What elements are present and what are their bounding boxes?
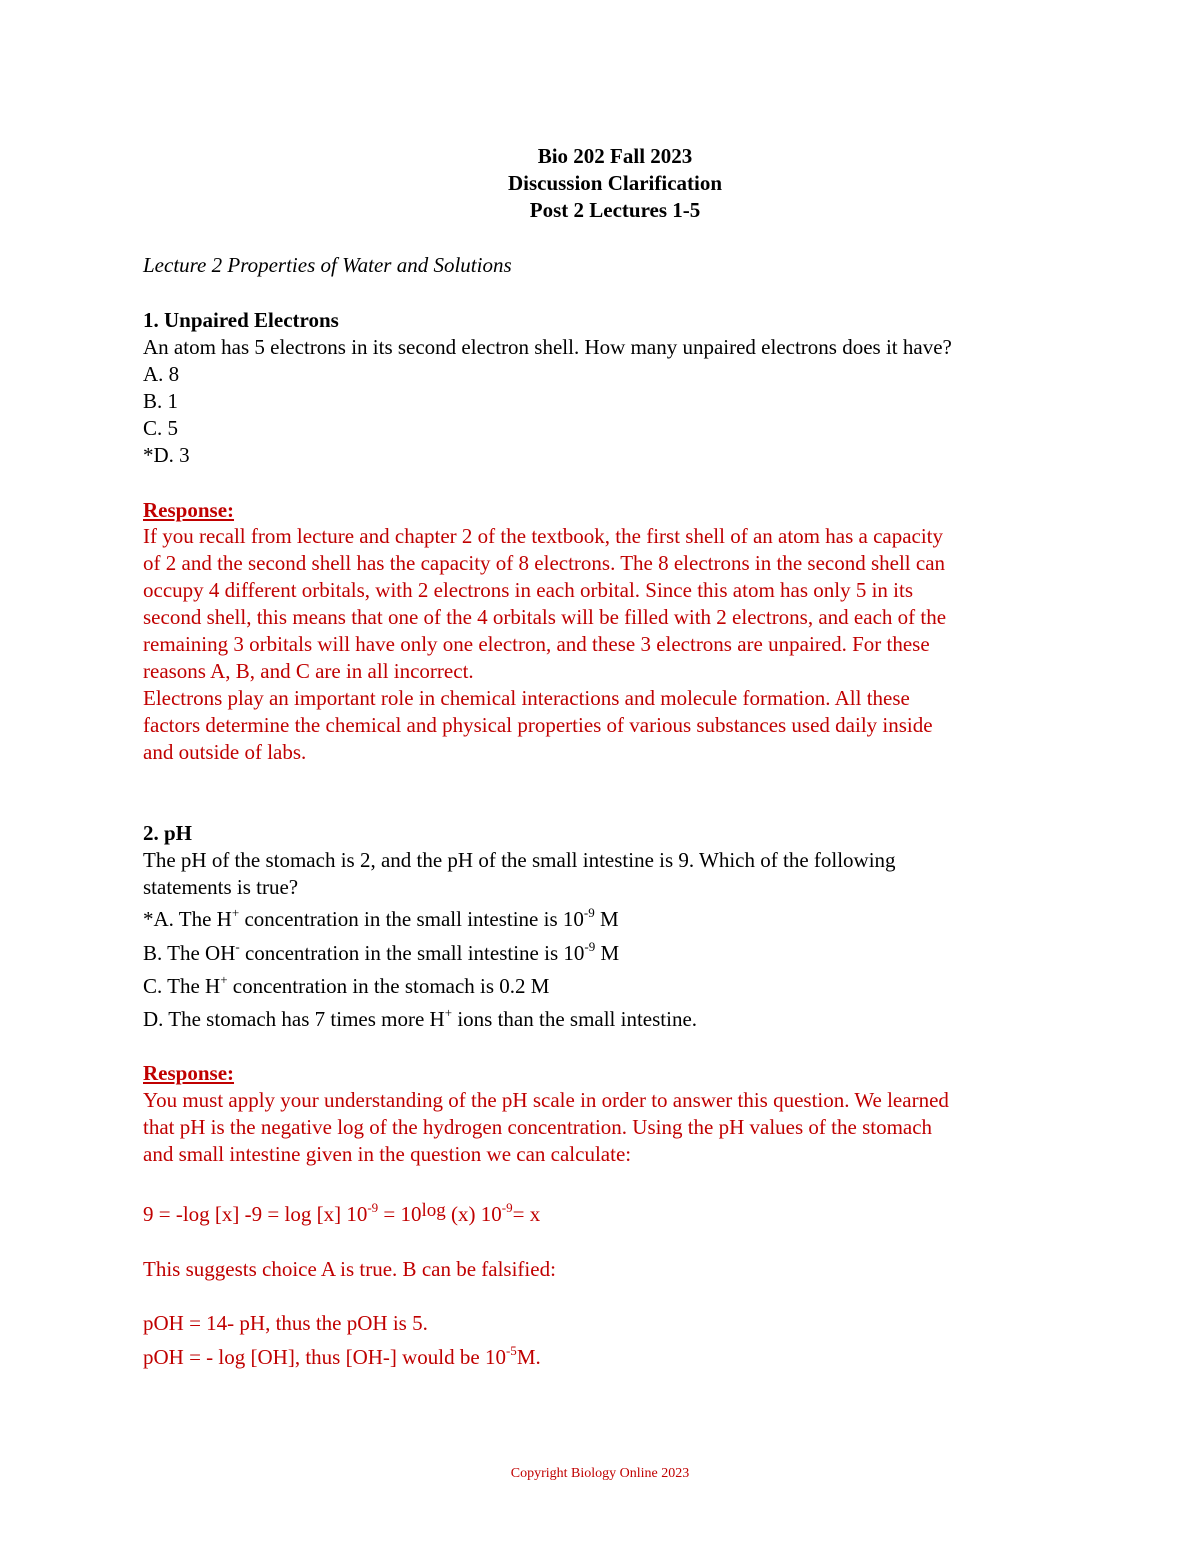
q2-equation: 9 = -log [x] -9 = log [x] $10^{-9} = 10^{log}$ (x) $10^{-9}= x$ (143, 1200, 541, 1226)
q2-poh-line1: pOH = 14- pH, thus the pOH is 5. (143, 1311, 428, 1335)
q2-heading: 2. pH (143, 821, 193, 845)
q2-option-b: B. The OH- concentration in the small intestine is $10^{-9}$ M (143, 939, 620, 965)
q1-response-line: occupy 4 different orbitals, with 2 electrons in each orbital. Since this atom has only 5 in its (143, 578, 914, 602)
copyright-footer: Copyright Biology Online 2023 (510, 1466, 690, 1481)
doc-title-discussion: Discussion Clarification (507, 171, 723, 195)
q1-response-line: reasons A, B, and C are in all incorrect. (143, 659, 474, 683)
q2-question-line: statements is true? (143, 875, 299, 899)
q1-response-line: and outside of labs. (143, 740, 307, 764)
q2-response-line: that pH is the negative log of the hydrogen concentration. Using the pH values of the stomach (143, 1115, 933, 1139)
q2-response-line: You must apply your understanding of the pH scale in order to answer this question. We learned (143, 1088, 949, 1112)
q1-response-line: Electrons play an important role in chemical interactions and molecule formation. All these (143, 686, 910, 710)
q1-option-d: *D. 3 (143, 443, 190, 467)
q1-heading: 1. Unpaired Electrons (143, 308, 339, 332)
q1-option-c: C. 5 (143, 416, 179, 440)
q1-response-label: Response: (143, 498, 235, 522)
q1-response-line: of 2 and the second shell has the capacity of 8 electrons. The 8 electrons in the second shell can (143, 551, 946, 575)
q2-response-line: and small intestine given in the question we can calculate: (143, 1142, 632, 1166)
q2-poh-line2: pOH = - log [OH], thus [OH-] would be $10^{-5}M$. (143, 1343, 541, 1369)
q1-response-line: factors determine the chemical and physical properties of various substances used daily inside (143, 713, 933, 737)
doc-title-course: Bio 202 Fall 2023 (537, 144, 693, 168)
q1-response-line: second shell, this means that one of the 4 orbitals will be filled with 2 electrons, and each of the (143, 605, 947, 629)
q1-option-b: B. 1 (143, 389, 179, 413)
q2-option-a: *A. The H+ concentration in the small intestine is $10^{-9}$ M (143, 905, 619, 931)
q2-response-label: Response: (143, 1061, 235, 1085)
q2-suggests: This suggests choice A is true. B can be falsified: (143, 1257, 556, 1281)
q1-response-line: If you recall from lecture and chapter 2 of the textbook, the first shell of an atom has a capacity (143, 524, 944, 548)
lecture-heading: Lecture 2 Properties of Water and Solutions (143, 253, 512, 277)
q2-question-line: The pH of the stomach is 2, and the pH of the small intestine is 9. Which of the following (143, 848, 896, 872)
doc-title-post: Post 2 Lectures 1-5 (529, 198, 701, 222)
q1-option-a: A. 8 (143, 362, 180, 386)
q1-question: An atom has 5 electrons in its second electron shell. How many unpaired electrons does it have? (143, 335, 952, 359)
q1-response-line: remaining 3 orbitals will have only one electron, and these 3 electrons are unpaired. For these (143, 632, 930, 656)
q2-option-d: D. The stomach has 7 times more H+ ions than the small intestine. (143, 1005, 698, 1031)
q2-option-c: C. The H+ concentration in the stomach is 0.2 M (143, 972, 550, 998)
